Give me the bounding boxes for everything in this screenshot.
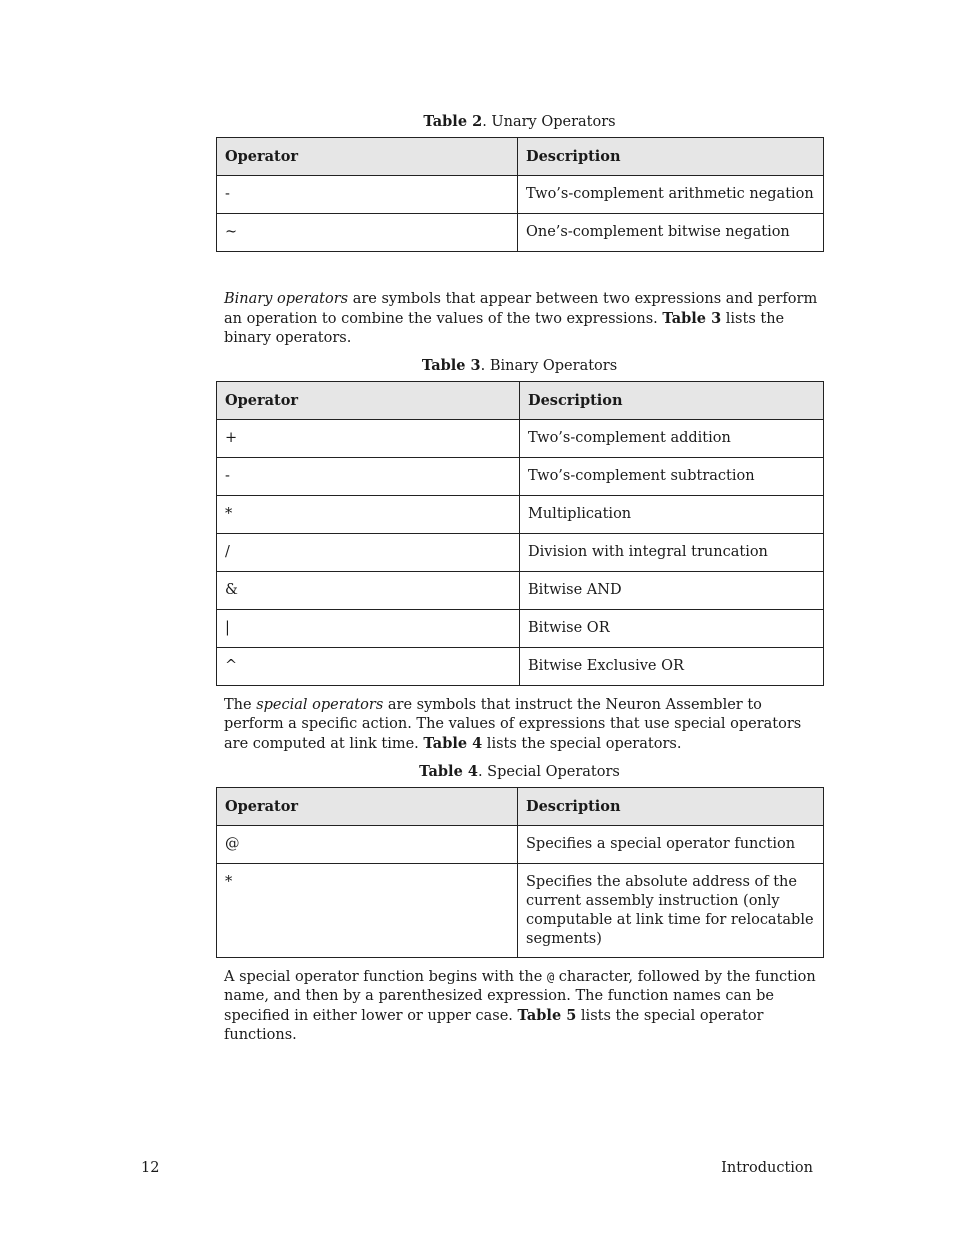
table-row <box>217 458 824 496</box>
table2-caption <box>216 113 823 131</box>
operator-cell: ^ <box>217 648 520 686</box>
column-header-operator: Operator <box>217 382 520 420</box>
description-cell: Bitwise AND <box>520 572 824 610</box>
table4-special-operators <box>216 787 824 958</box>
column-header-description: Description <box>520 382 824 420</box>
paragraph-text: character, followed by the function name, and then by a parenthesized expression. The function names can be specified in either lower or upper case. <box>224 969 816 1024</box>
paragraph-text: A special operator function begins with the <box>224 969 547 985</box>
column-header-description: Description <box>518 138 824 176</box>
description-cell: Two’s-complement arithmetic negation <box>518 176 824 214</box>
column-header-operator: Operator <box>217 788 518 826</box>
paragraph-text: The <box>224 697 257 713</box>
description-cell: Two’s-complement addition <box>520 420 824 458</box>
operator-cell: - <box>217 458 520 496</box>
table-row <box>217 572 824 610</box>
table5-reference: Table 5 <box>517 1007 577 1024</box>
table-row <box>217 826 824 864</box>
paragraph-text: lists the binary operators. <box>224 311 785 346</box>
table-header-row <box>217 788 824 826</box>
table3-caption <box>216 357 823 375</box>
special-operators-paragraph <box>224 696 824 754</box>
special-function-paragraph <box>224 968 824 1045</box>
table-row <box>217 648 824 686</box>
table3-reference: Table 3 <box>662 310 722 327</box>
table-header-row <box>217 138 824 176</box>
description-cell: Bitwise Exclusive OR <box>520 648 824 686</box>
operator-cell: / <box>217 534 520 572</box>
operator-cell: * <box>217 864 518 958</box>
table2-caption-title: . Unary Operators <box>482 114 616 130</box>
table4-caption-label: Table 4 <box>419 763 478 780</box>
column-header-operator: Operator <box>217 138 518 176</box>
table4-caption-title: . Special Operators <box>477 764 620 780</box>
table-row <box>217 534 824 572</box>
table4-caption <box>216 763 823 781</box>
table-row <box>217 176 824 214</box>
paragraph-text: are symbols that instruct the Neuron Assembler to perform a specific action. The values of expressions that use special operators are computed at link time. <box>224 697 802 752</box>
paragraph-text: lists the special operators. <box>482 736 682 752</box>
table2-unary-operators <box>216 137 824 252</box>
table-row <box>217 496 824 534</box>
description-cell: Multiplication <box>520 496 824 534</box>
section-title: Introduction <box>721 1160 813 1176</box>
table-row <box>217 420 824 458</box>
table-row <box>217 214 824 252</box>
paragraph-text: are symbols that appear between two expressions and perform an operation to combine the values of the two expressions. <box>224 291 818 327</box>
table4-reference: Table 4 <box>423 735 483 752</box>
special-operators-term: special operators <box>256 697 384 713</box>
operator-cell: - <box>217 176 518 214</box>
description-cell: One’s-complement bitwise negation <box>518 214 824 252</box>
description-cell: Specifies a special operator function <box>518 826 824 864</box>
at-character-code: @ <box>546 970 555 984</box>
description-cell: Division with integral truncation <box>520 534 824 572</box>
operator-cell: ~ <box>217 214 518 252</box>
description-cell: Bitwise OR <box>520 610 824 648</box>
description-cell: Two’s-complement subtraction <box>520 458 824 496</box>
table3-caption-title: . Binary Operators <box>480 358 618 374</box>
operator-cell: & <box>217 572 520 610</box>
paragraph-text: lists the special operator functions. <box>224 1008 764 1043</box>
column-header-description: Description <box>518 788 824 826</box>
description-cell: Specifies the absolute address of the current assembly instruction (only computable at link time for relocatable segments) <box>518 864 824 958</box>
operator-cell: @ <box>217 826 518 864</box>
table3-caption-label: Table 3 <box>421 357 481 374</box>
binary-operators-paragraph <box>224 290 824 348</box>
operator-cell: | <box>217 610 520 648</box>
binary-operators-term: Binary operators <box>224 291 349 307</box>
page-number: 12 <box>141 1160 160 1176</box>
table-row <box>217 864 824 958</box>
table3-binary-operators <box>216 381 824 686</box>
table-row <box>217 610 824 648</box>
table-header-row <box>217 382 824 420</box>
table2-caption-label: Table 2 <box>423 113 483 130</box>
operator-cell: + <box>217 420 520 458</box>
operator-cell: * <box>217 496 520 534</box>
